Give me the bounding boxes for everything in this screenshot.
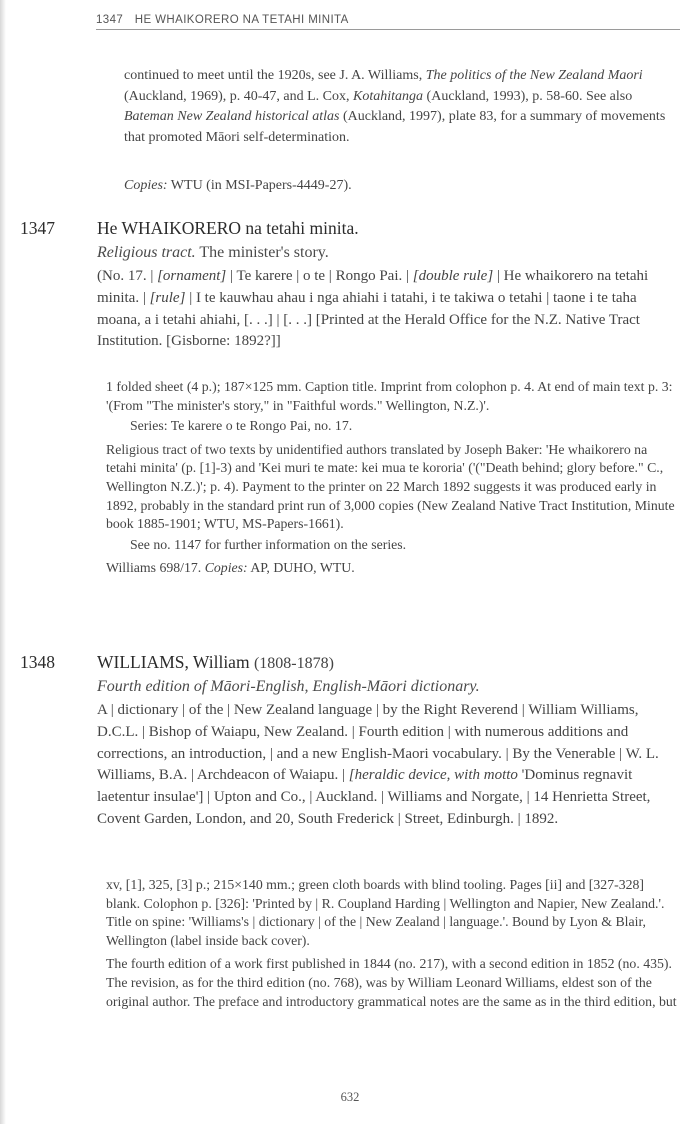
continued-copies xyxy=(124,176,680,196)
text-run: (Auckland, 1969), p. 40-47, and L. Cox, xyxy=(124,88,354,104)
book-title: Bateman New Zealand historical atlas xyxy=(124,109,340,125)
running-head xyxy=(96,14,680,30)
author-dates: (1808-1878) xyxy=(253,655,334,672)
series-note: Series: Te karere o te Rongo Pai, no. 17. xyxy=(130,418,353,434)
entry-number: 1347 xyxy=(20,218,55,238)
physical-description: 1 folded sheet (4 p.); 187×125 mm. Caption title. Imprint from colophon p. 4. At end of main text p. 3: '(From "The minister's story," in "Faithful words." Wellington, N.Z.)'. xyxy=(106,379,673,413)
copies-label: Copies: xyxy=(204,560,248,576)
page-edge-shadow xyxy=(0,0,6,1124)
editorial-note: [rule] xyxy=(149,289,186,306)
author-name: WILLIAMS, William xyxy=(97,652,250,672)
text-run: (Auckland, 1997), plate 83, for a summary of movements that promoted Māori self-determination. xyxy=(124,109,666,145)
book-title: The politics of the New Zealand Maori xyxy=(425,68,643,83)
copies-label: Copies: xyxy=(124,178,168,193)
running-head-page: 1347 xyxy=(96,14,124,26)
text-run: 'Dominus regnavit laetentur insulae'] | Upton and Co., | Auckland. | Williams and Norgate, | 14 Henrietta Street, Covent Garden, London, and 20, South Frederick | Street, Edinburgh. | 1892. xyxy=(97,767,651,827)
entry-subtitle xyxy=(97,244,677,262)
running-head-title: HE WHAIKORERO NA TETAHI MINITA xyxy=(134,14,349,26)
copies-value: WTU (in MSI-Papers-4449-27). xyxy=(167,178,352,193)
text-run: (Auckland, 1993), p. 58-60. See also xyxy=(423,88,633,104)
text-run: | I te kauwhau ahau i nga ahiahi i tatahi, i te takiwa o tetahi | taone i te taha moana, a i tetahi ahiahi, [. . .] | [. . .] [Printed at the Herald Office for the N.Z. Native Tract Institution. [Gisborne: 1892?]] xyxy=(97,289,640,350)
text-run: A | dictionary | of the | New Zealand language | by the Right Reverend | William Williams, D.C.L. | Bishop of Waiapu, New Zealand. | Fourth edition | with numerous additions and corrections, an introduction, | and a new English-Maori vocabulary. | By the Venerable | W. L. Williams, B.A. | Archdeacon of Waiapu. | xyxy=(97,702,659,784)
entry-1348-notes xyxy=(106,876,680,1016)
subtitle-plain: The minister's story. xyxy=(195,244,329,261)
text-run: (No. 17. | xyxy=(97,268,158,284)
references-copies xyxy=(106,559,680,578)
page-number: 632 xyxy=(340,1090,360,1104)
see-also-note: See no. 1147 for further information on the series. xyxy=(130,536,407,552)
entry-1347-notes xyxy=(106,378,680,583)
title-page-transcription xyxy=(97,266,680,353)
editorial-note: [double rule] xyxy=(412,268,494,284)
editorial-note: [heraldic device, with motto xyxy=(348,767,518,784)
description-note: The fourth edition of a work first published in 1844 (no. 217), with a second edition in 1852 (no. 435). The revision, as for the third edition (no. 768), was by William Leonard Williams, eldest son of the original author. The preface and introductory grammatical notes are the same as in the third edition, but xyxy=(106,956,677,1009)
williams-ref: Williams 698/17. xyxy=(106,560,205,576)
entry-heading xyxy=(97,652,677,673)
description-note: Religious tract of two texts by unidentified authors translated by Joseph Baker: 'He whaikorero na tetahi minita' (p. [1]-3) and 'Kei muri te mate: kei mua te kororia' ('("Death behind; glory before." C., Wellington N.Z.)'; p. 4). Payment to the printer on 22 March 1892 suggests it was produced early in 1892, probably in the standard print run of 3,000 copies (New Zealand Native Tract Institution, Minute book 1885-1901; WTU, MS-Papers-1661). xyxy=(106,441,675,532)
text-run: | He whaikorero na tetahi minita. | xyxy=(97,268,649,306)
entry-number: 1348 xyxy=(20,652,55,672)
title-page-transcription xyxy=(97,700,680,831)
book-title: Kotahitanga xyxy=(353,88,424,104)
copies-value: AP, DUHO, WTU. xyxy=(247,560,355,576)
entry-heading: He WHAIKORERO na tetahi minita. xyxy=(97,218,359,238)
text-run: continued to meet until the 1920s, see J. A. Williams, xyxy=(124,68,426,83)
physical-description: xv, [1], 325, [3] p.; 215×140 mm.; green cloth boards with blind tooling. Pages [ii] and [327-328] blank. Colophon p. [326]: 'Printed by | R. Coupland Harding | Wellington and Napier, New Zealand.'. Title on spine: 'Williams's | dictionary | of the | New Zealand | language.'. Bound by Lyon & Blair, Wellington (label inside back cover). xyxy=(106,877,665,948)
text-run: | Te karere | o te | Rongo Pai. | xyxy=(226,268,413,284)
editorial-note: [ornament] xyxy=(157,268,227,284)
continued-paragraph xyxy=(124,66,680,148)
subtitle-italic: Religious tract. xyxy=(97,244,196,261)
entry-subtitle: Fourth edition of Māori-English, English-Māori dictionary. xyxy=(97,678,480,695)
